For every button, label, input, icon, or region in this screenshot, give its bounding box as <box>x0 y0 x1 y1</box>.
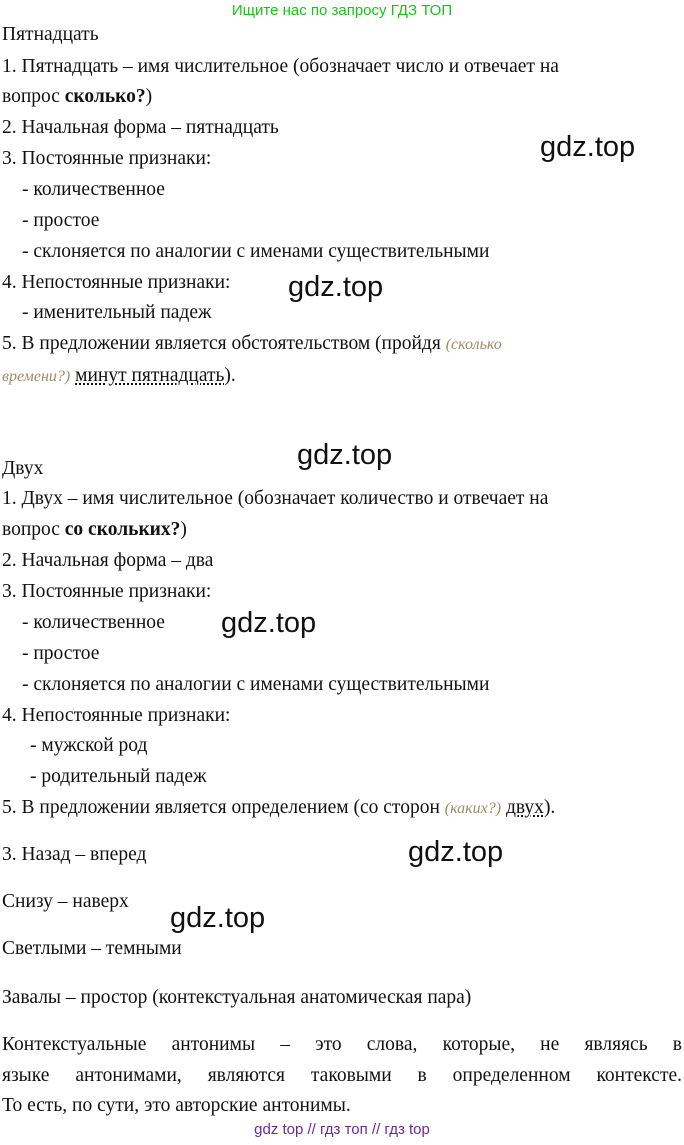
section2-line2: 2. Начальная форма – два <box>2 550 214 571</box>
explanation-line3: То есть, по сути, это авторские антонимы. <box>2 1095 351 1116</box>
underlined-word: двух <box>505 797 544 818</box>
section1-heading: Пятнадцать <box>2 24 99 45</box>
explanation-line1: Контекстуальные антонимы – это слова, которые, не являясь в <box>2 1034 682 1055</box>
section2-line3: 3. Постоянные признаки: <box>2 581 212 602</box>
question-bold: со скольких? <box>64 519 181 540</box>
question-bold: сколько? <box>64 86 146 107</box>
section2-line3c: - склоняется по аналогии с именами существительными <box>22 674 490 695</box>
text: 5. В предложении является определением (со сторон <box>2 797 445 818</box>
text: ). <box>543 797 556 818</box>
section1-line3: 3. Постоянные признаки: <box>2 148 212 169</box>
text: вопрос <box>2 86 65 107</box>
section1-line3a: - количественное <box>22 179 165 200</box>
text: 5. В предложении является обстоятельством (пройдя <box>2 333 446 354</box>
section2-line4b: - родительный падеж <box>30 766 207 787</box>
watermark: gdz.top <box>540 131 636 163</box>
section1-line4a: - именительный падеж <box>22 302 212 323</box>
antonym-pair-4: Завалы – простор (контекстуальная анатомическая пара) <box>2 987 472 1008</box>
text: вопрос <box>2 519 65 540</box>
watermark: gdz.top <box>221 607 317 639</box>
section1-line5b <box>2 364 236 389</box>
top-banner: Ищите нас по запросу ГДЗ ТОП <box>231 2 453 19</box>
section2-line4: 4. Непостоянные признаки: <box>2 705 231 726</box>
section2-line4a: - мужской род <box>30 735 148 756</box>
section1-line4: 4. Непостоянные признаки: <box>2 272 231 293</box>
text: ) <box>180 519 187 540</box>
antonym-pair-3: Светлыми – темными <box>2 938 182 959</box>
text: ) <box>145 86 153 107</box>
text: ). <box>224 365 236 386</box>
section1-line2: 2. Начальная форма – пятнадцать <box>2 117 279 138</box>
antonym-pair-1: 3. Назад – вперед <box>2 844 147 865</box>
section1-line5 <box>2 332 502 357</box>
watermark: gdz.top <box>408 836 504 868</box>
section2-line5 <box>2 796 555 821</box>
explanation-line2: языке антонимами, являются таковыми в определенном контексте. <box>2 1065 682 1086</box>
section2-line1a: 1. Двух – имя числительное (обозначает количество и отвечает на <box>2 488 549 509</box>
section2-line3a: - количественное <box>22 612 165 633</box>
section1-line3c: - склоняется по аналогии с именами существительными <box>22 241 490 262</box>
section1-line1b <box>2 85 152 109</box>
question-hint: (каких?) <box>444 800 502 817</box>
watermark: gdz.top <box>297 439 393 471</box>
section2-line3b: - простое <box>22 643 100 664</box>
section2-heading: Двух <box>2 458 44 479</box>
section2-line1b <box>2 518 187 542</box>
question-hint: времени?) <box>2 368 71 385</box>
watermark: gdz.top <box>170 902 266 934</box>
antonym-pair-2: Снизу – наверх <box>2 891 129 912</box>
footer-links: gdz top // гдз топ // гдз top <box>254 1121 430 1138</box>
section1-line1a: 1. Пятнадцать – имя числительное (обозначает число и отвечает на <box>2 56 559 77</box>
watermark: gdz.top <box>288 271 384 303</box>
section1-line3b: - простое <box>22 210 100 231</box>
question-hint: (сколько <box>445 336 502 353</box>
underlined-phrase: минут пятнадцать <box>75 365 225 386</box>
